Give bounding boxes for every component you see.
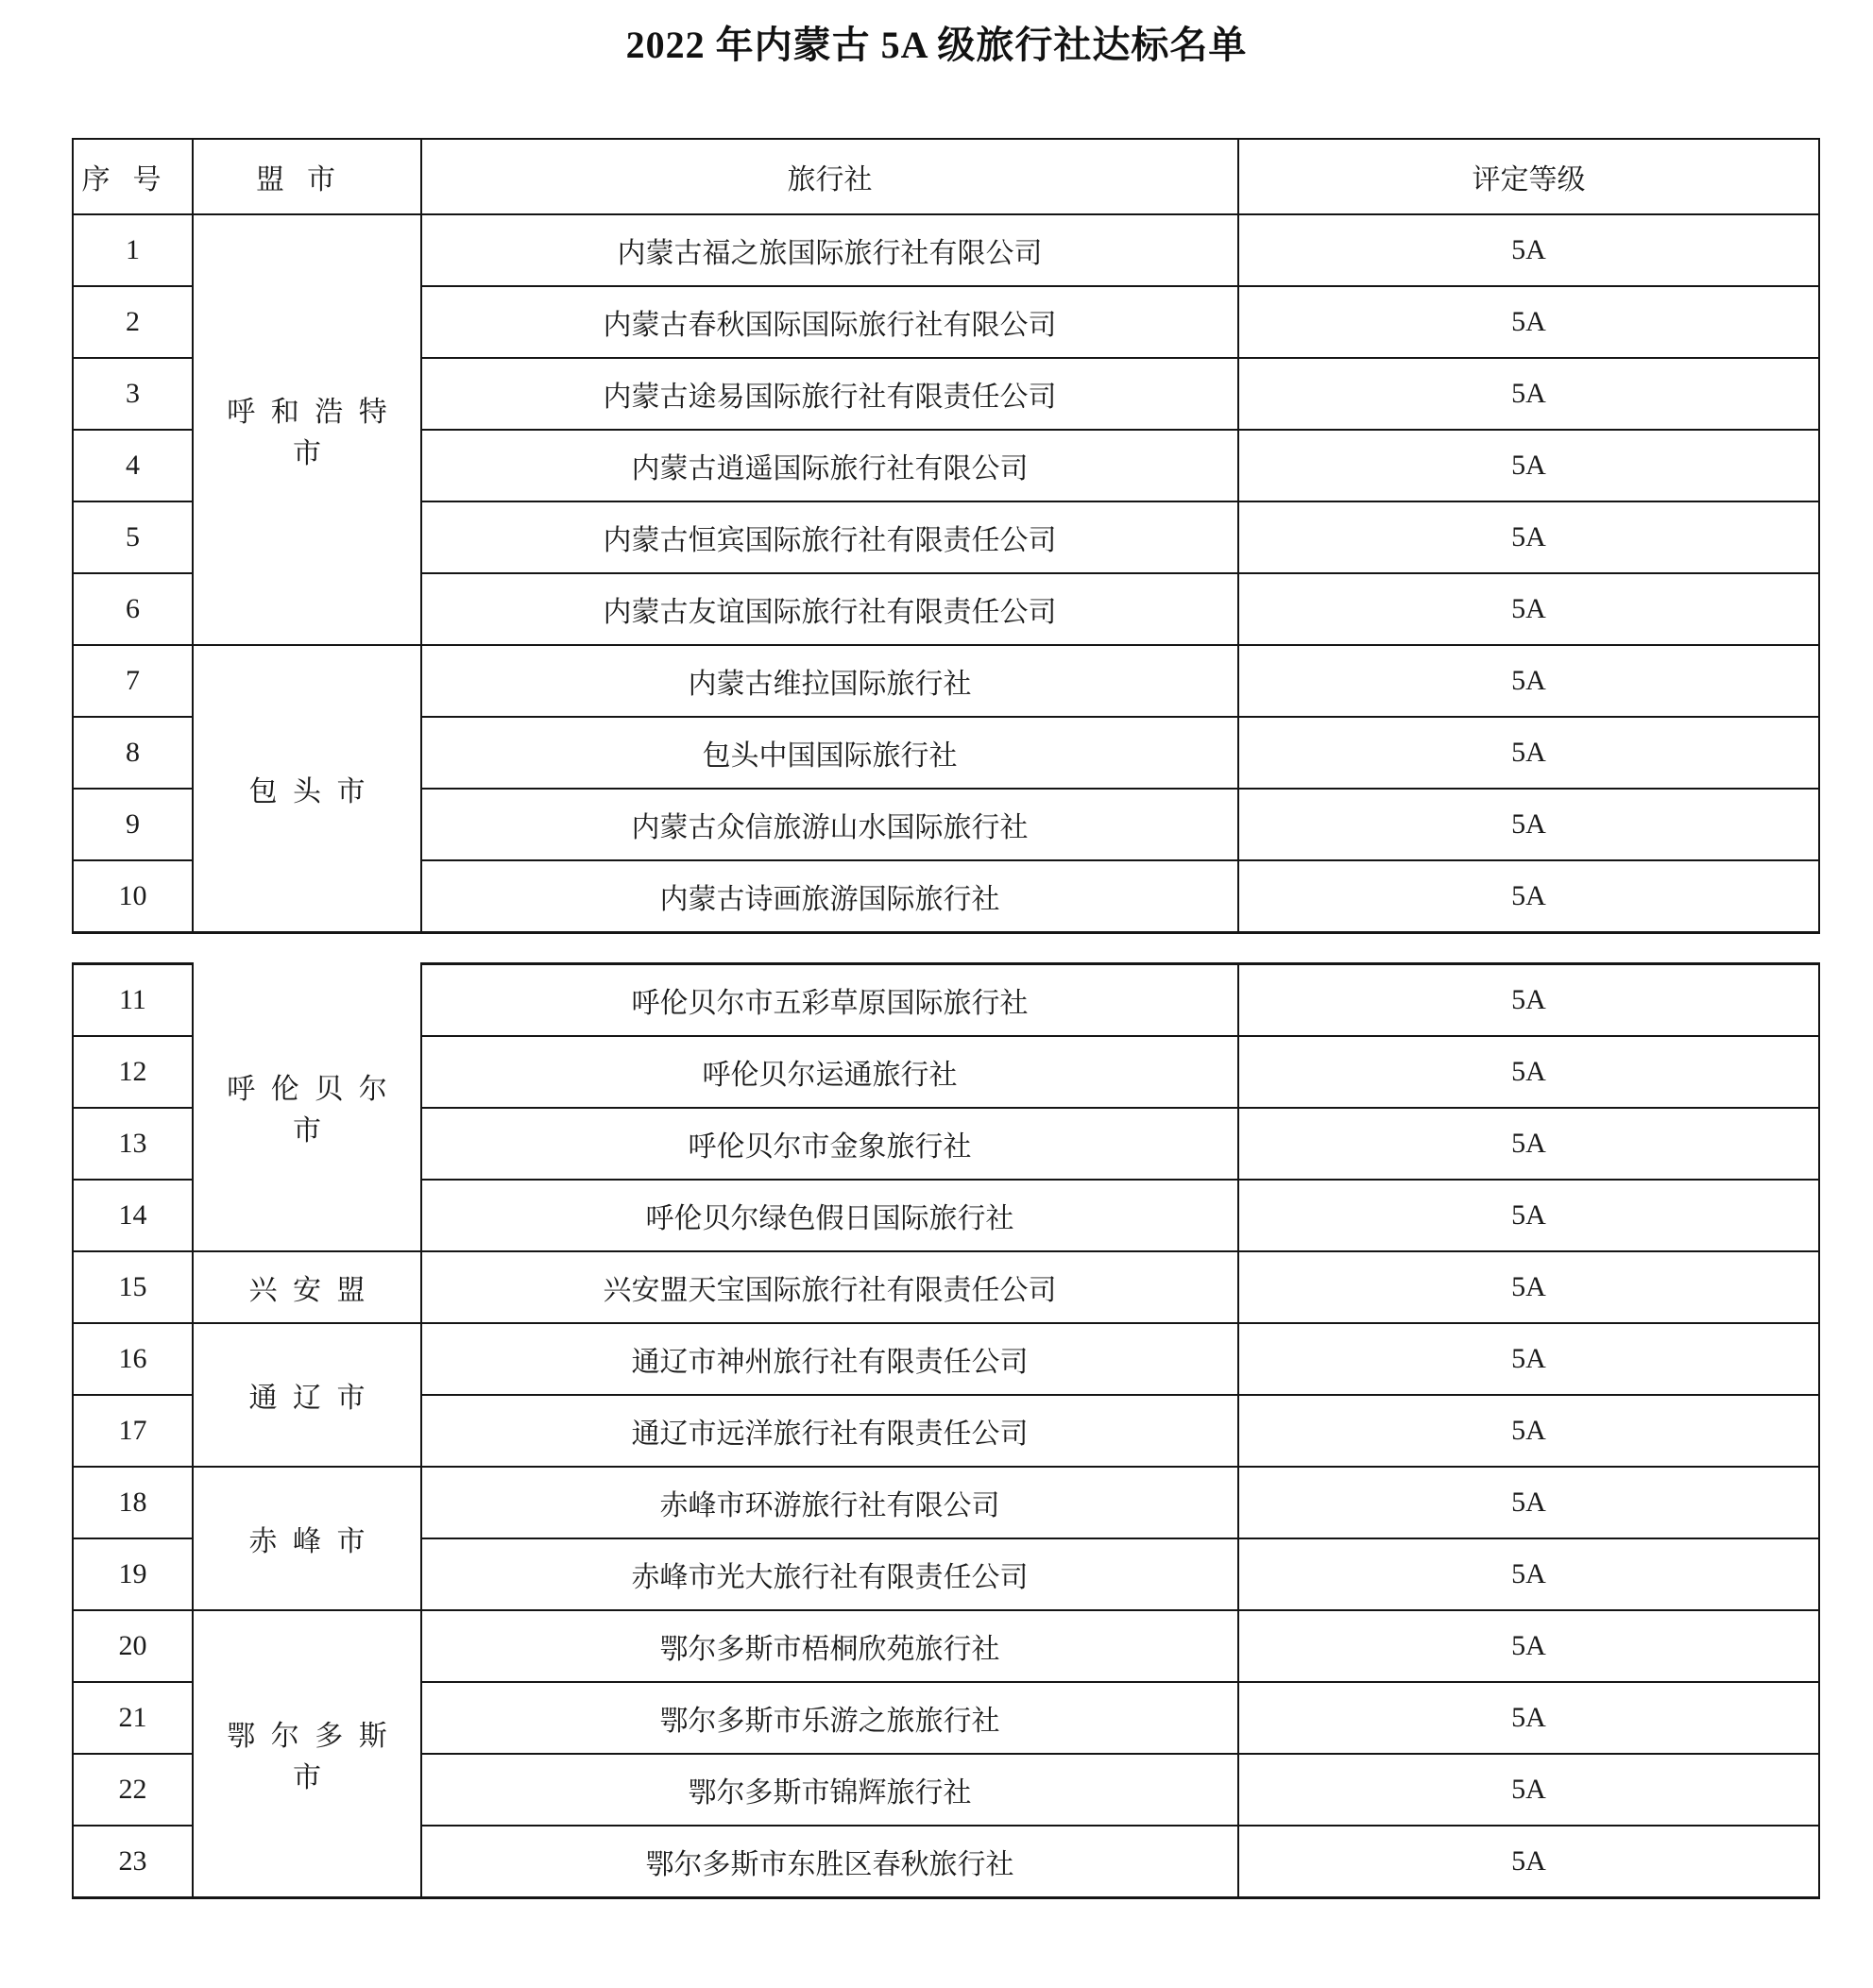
header-cell-agency: 旅行社 xyxy=(421,139,1238,214)
index-cell: 16 xyxy=(73,1323,193,1395)
city-cell: 兴安盟 xyxy=(193,1251,421,1323)
agency-cell: 呼伦贝尔市五彩草原国际旅行社 xyxy=(421,964,1238,1037)
agency-cell: 包头中国国际旅行社 xyxy=(421,717,1238,789)
table-row xyxy=(73,964,1819,1037)
index-cell: 15 xyxy=(73,1251,193,1323)
agency-cell: 鄂尔多斯市乐游之旅旅行社 xyxy=(421,1682,1238,1754)
agency-cell: 内蒙古诗画旅游国际旅行社 xyxy=(421,860,1238,933)
rating-cell: 5A xyxy=(1238,501,1819,573)
agency-table-part-1 xyxy=(72,138,1820,934)
index-cell: 2 xyxy=(73,286,193,358)
index-cell: 4 xyxy=(73,430,193,501)
agency-cell: 赤峰市环游旅行社有限公司 xyxy=(421,1467,1238,1538)
agency-cell: 内蒙古恒宾国际旅行社有限责任公司 xyxy=(421,501,1238,573)
rating-cell: 5A xyxy=(1238,860,1819,933)
rating-cell: 5A xyxy=(1238,1538,1819,1610)
index-cell: 3 xyxy=(73,358,193,430)
table-body-part-1 xyxy=(73,214,1819,933)
index-cell: 13 xyxy=(73,1108,193,1180)
agency-cell: 兴安盟天宝国际旅行社有限责任公司 xyxy=(421,1251,1238,1323)
index-cell: 8 xyxy=(73,717,193,789)
agency-cell: 通辽市神州旅行社有限责任公司 xyxy=(421,1323,1238,1395)
agency-cell: 鄂尔多斯市东胜区春秋旅行社 xyxy=(421,1826,1238,1898)
index-cell: 12 xyxy=(73,1036,193,1108)
header-cell-city: 盟市 xyxy=(193,139,421,214)
rating-cell: 5A xyxy=(1238,214,1819,286)
city-cell: 呼和浩特市 xyxy=(193,214,421,645)
rating-cell: 5A xyxy=(1238,717,1819,789)
rating-cell: 5A xyxy=(1238,1108,1819,1180)
rating-cell: 5A xyxy=(1238,573,1819,645)
agency-cell: 鄂尔多斯市锦辉旅行社 xyxy=(421,1754,1238,1826)
index-cell: 5 xyxy=(73,501,193,573)
city-cell: 赤峰市 xyxy=(193,1467,421,1610)
agency-cell: 内蒙古福之旅国际旅行社有限公司 xyxy=(421,214,1238,286)
table-row xyxy=(73,1323,1819,1395)
city-cell: 通辽市 xyxy=(193,1323,421,1467)
agency-cell: 呼伦贝尔运通旅行社 xyxy=(421,1036,1238,1108)
index-cell: 20 xyxy=(73,1610,193,1682)
rating-cell: 5A xyxy=(1238,1323,1819,1395)
rating-cell: 5A xyxy=(1238,430,1819,501)
rating-cell: 5A xyxy=(1238,1180,1819,1251)
rating-cell: 5A xyxy=(1238,1610,1819,1682)
index-cell: 22 xyxy=(73,1754,193,1826)
agency-table-part-2 xyxy=(72,962,1820,1899)
table-header xyxy=(73,139,1819,214)
index-cell: 6 xyxy=(73,573,193,645)
header-cell-rating: 评定等级 xyxy=(1238,139,1819,214)
agency-cell: 鄂尔多斯市梧桐欣苑旅行社 xyxy=(421,1610,1238,1682)
rating-cell: 5A xyxy=(1238,1682,1819,1754)
rating-cell: 5A xyxy=(1238,1467,1819,1538)
agency-cell: 内蒙古友谊国际旅行社有限责任公司 xyxy=(421,573,1238,645)
city-cell: 鄂尔多斯市 xyxy=(193,1610,421,1898)
agency-cell: 内蒙古春秋国际国际旅行社有限公司 xyxy=(421,286,1238,358)
index-cell: 9 xyxy=(73,789,193,860)
city-cell: 包头市 xyxy=(193,645,421,933)
index-cell: 7 xyxy=(73,645,193,717)
city-cell: 呼伦贝尔市 xyxy=(193,964,421,1252)
index-cell: 23 xyxy=(73,1826,193,1898)
agency-cell: 内蒙古途易国际旅行社有限责任公司 xyxy=(421,358,1238,430)
table-row xyxy=(73,214,1819,286)
index-cell: 1 xyxy=(73,214,193,286)
table-body-part-2 xyxy=(73,964,1819,1898)
agency-cell: 内蒙古众信旅游山水国际旅行社 xyxy=(421,789,1238,860)
table-row xyxy=(73,1251,1819,1323)
index-cell: 21 xyxy=(73,1682,193,1754)
rating-cell: 5A xyxy=(1238,1395,1819,1467)
rating-cell: 5A xyxy=(1238,1754,1819,1826)
header-cell-index: 序号 xyxy=(73,139,193,214)
index-cell: 18 xyxy=(73,1467,193,1538)
agency-cell: 呼伦贝尔市金象旅行社 xyxy=(421,1108,1238,1180)
rating-cell: 5A xyxy=(1238,358,1819,430)
rating-cell: 5A xyxy=(1238,645,1819,717)
rating-cell: 5A xyxy=(1238,1036,1819,1108)
agency-cell: 赤峰市光大旅行社有限责任公司 xyxy=(421,1538,1238,1610)
table-row xyxy=(73,645,1819,717)
agency-cell: 通辽市远洋旅行社有限责任公司 xyxy=(421,1395,1238,1467)
rating-cell: 5A xyxy=(1238,286,1819,358)
agency-cell: 内蒙古逍遥国际旅行社有限公司 xyxy=(421,430,1238,501)
index-cell: 11 xyxy=(73,964,193,1037)
table-row xyxy=(73,1610,1819,1682)
table-row xyxy=(73,1467,1819,1538)
header-row xyxy=(73,139,1819,214)
agency-cell: 呼伦贝尔绿色假日国际旅行社 xyxy=(421,1180,1238,1251)
index-cell: 14 xyxy=(73,1180,193,1251)
agency-cell: 内蒙古维拉国际旅行社 xyxy=(421,645,1238,717)
rating-cell: 5A xyxy=(1238,1826,1819,1898)
page-title: 2022 年内蒙古 5A 级旅行社达标名单 xyxy=(625,24,1248,66)
index-cell: 10 xyxy=(73,860,193,933)
index-cell: 17 xyxy=(73,1395,193,1467)
rating-cell: 5A xyxy=(1238,1251,1819,1323)
rating-cell: 5A xyxy=(1238,789,1819,860)
rating-cell: 5A xyxy=(1238,964,1819,1037)
index-cell: 19 xyxy=(73,1538,193,1610)
